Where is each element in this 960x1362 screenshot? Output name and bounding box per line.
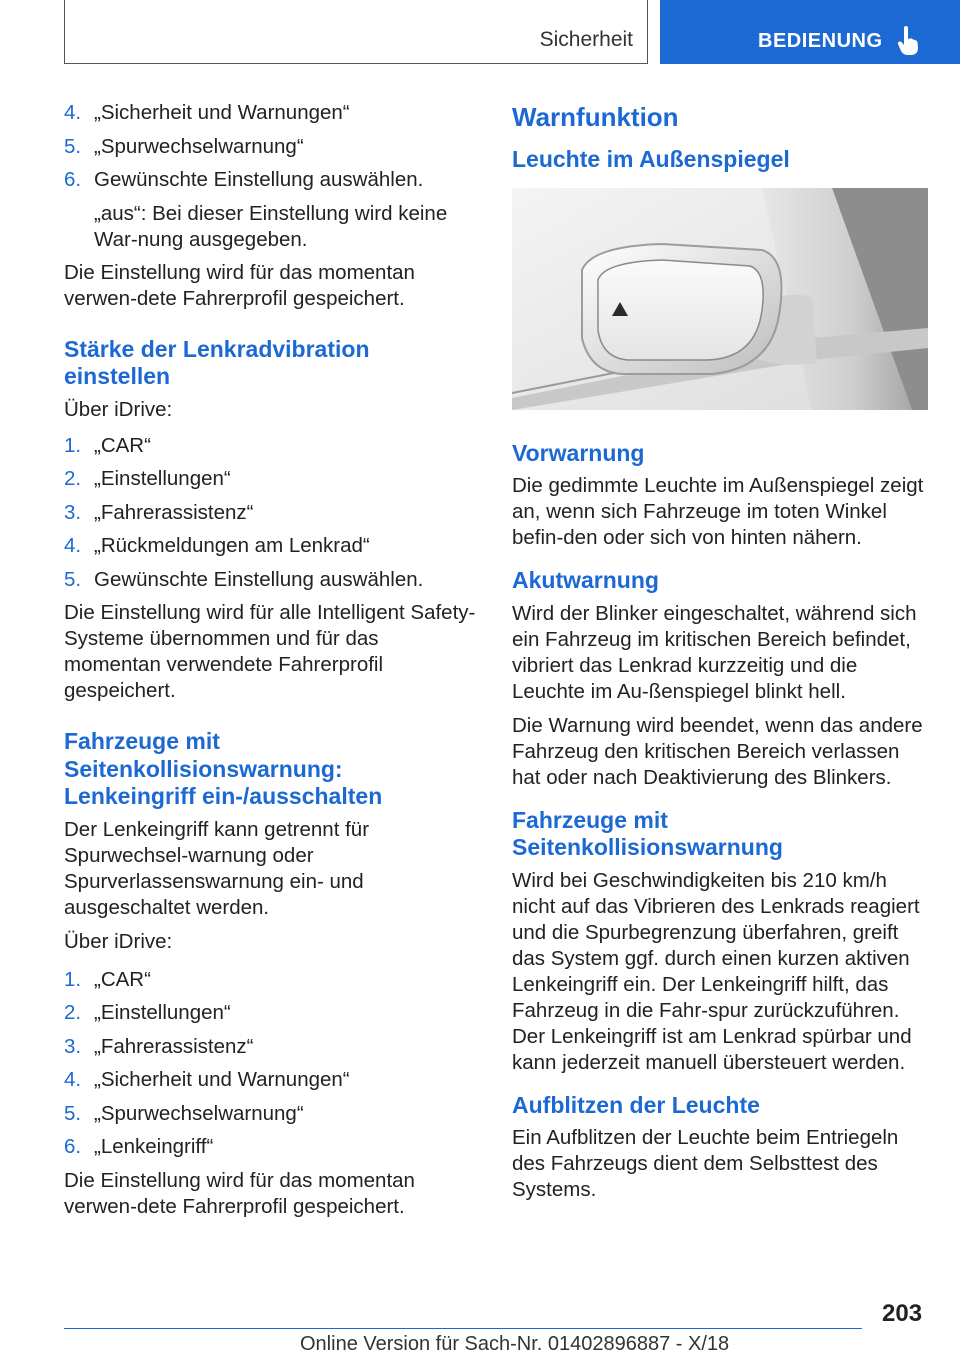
list-item (64, 967, 476, 993)
heading-steering-intervention: Fahrzeuge mit Seitenkollisionswarnung: Lenkeingriff ein-/ausschalten (64, 728, 383, 809)
step-text: Gewünschte Einstellung auswählen. (94, 168, 424, 191)
step-number: 5. (64, 567, 82, 591)
list-item (64, 167, 476, 193)
step-number: 4. (64, 1068, 82, 1091)
step-number: 5. (64, 1101, 82, 1125)
step-text: „Fahrerassistenz“ (94, 500, 254, 524)
step-text: „Spurwechselwarnung“ (94, 1101, 304, 1125)
list-item (64, 433, 476, 459)
step-number: 5. (64, 134, 82, 158)
right-column (512, 100, 928, 1211)
step-text: Gewünschte Einstellung auswählen. (94, 567, 424, 591)
paragraph: Die gedimmte Leuchte im Außenspiegel zeigt an, wenn sich Fahrzeuge im toten Winkel befin‐den oder sich von hinten nähern. (512, 474, 924, 549)
via-idrive-label: Über iDrive: (64, 397, 173, 421)
step-text: „Fahrerassistenz“ (94, 1034, 254, 1058)
step-number: 3. (64, 500, 82, 524)
header-section-box (64, 0, 648, 64)
list-item (64, 1000, 476, 1026)
page-number: 203 (882, 1300, 923, 1327)
step-note: „aus“: Bei dieser Einstellung wird keine War‐nung ausgegeben. (94, 201, 448, 251)
step-text: „Spurwechselwarnung“ (94, 134, 304, 158)
step-number: 1. (64, 967, 82, 991)
paragraph: Ein Aufblitzen der Leuchte beim Entriegeln des Fahrzeugs dient dem Selbsttest des Systems. (512, 1126, 899, 1201)
list-item (64, 466, 476, 492)
footer-divider (64, 1328, 862, 1329)
step-number: 1. (64, 433, 82, 457)
pointing-hand-icon (897, 26, 919, 56)
paragraph: Die Warnung wird beendet, wenn das andere Fahrzeug den kritischen Bereich verlassen hat oder nach Deaktivierung des Blinkers. (512, 713, 923, 789)
section-title: Sicherheit (539, 28, 633, 51)
list-item (64, 1034, 476, 1060)
step-number: 6. (64, 168, 82, 191)
list-item (64, 500, 476, 526)
step-text: „Einstellungen“ (94, 1001, 231, 1024)
step-number: 6. (64, 1135, 82, 1158)
paragraph: Wird der Blinker eingeschaltet, während sich ein Fahrzeug im kritischen Bereich befindet, vibriert das Lenkrad kurzzeitig und die Leuchte im Au‐ßenspiegel blinkt hell. (512, 601, 917, 703)
step-text: „Rückmeldungen am Lenkrad“ (94, 534, 370, 557)
heading-akutwarnung: Akutwarnung (512, 567, 659, 593)
heading-vibration: Stärke der Lenkradvibration einstellen (64, 335, 370, 389)
step-number: 2. (64, 1001, 82, 1024)
paragraph: Die Einstellung wird für alle Intelligent Safety-Systeme übernommen und für das momentan verwendete Fahrerprofil gespeichert. (64, 601, 476, 702)
heading-mirror-light: Leuchte im Außenspiegel (512, 146, 790, 172)
side-mirror-illustration (512, 188, 928, 410)
list-item (64, 1134, 476, 1160)
step-number: 3. (64, 1034, 82, 1058)
list-item (64, 134, 476, 160)
heading-warnfunktion: Warnfunktion (512, 102, 679, 132)
step-number: 4. (64, 101, 82, 124)
list-item (64, 100, 476, 126)
heading-vorwarnung: Vorwarnung (512, 439, 645, 466)
paragraph: Die Einstellung wird für das momentan verwen‐dete Fahrerprofil gespeichert. (64, 1168, 415, 1218)
step-text: „Sicherheit und Warnungen“ (94, 1068, 350, 1091)
list-item (64, 1101, 476, 1127)
paragraph: Wird bei Geschwindigkeiten bis 210 km/h nicht auf das Vibrieren des Lenkrads reagiert und die Spurbegrenzung überfahren, greift das System ggf. durch einen kurzen aktiven Lenkeingriff ein. Der Lenkeingriff hilft, das Fahrzeug in die Fahr‐spur zurückzuführen. Der Lenkeingriff ist am Lenkrad spürbar und kann jederzeit manuell übersteuert werden. (512, 868, 920, 1074)
list-item (64, 1067, 476, 1093)
paragraph: Die Einstellung wird für das momentan verwen‐dete Fahrerprofil gespeichert. (64, 260, 415, 310)
via-idrive-label: Über iDrive: (64, 929, 173, 953)
step-number: 4. (64, 534, 82, 557)
step-number: 2. (64, 467, 82, 490)
step-text: „CAR“ (94, 433, 151, 457)
list-item (64, 567, 476, 593)
paragraph: Der Lenkeingriff kann getrennt für Spurwechsel‐warnung oder Spurverlassenswarnung ein- und ausgeschaltet werden. (64, 817, 370, 919)
left-column (64, 100, 476, 1228)
online-version-note: Online Version für Sach-Nr. 01402896887 - X/18 (300, 1333, 730, 1355)
header-tab-bedienung[interactable] (660, 0, 960, 64)
active-tab-label: BEDIENUNG (758, 30, 883, 52)
step-text: „Einstellungen“ (94, 467, 231, 490)
step-text: „CAR“ (94, 967, 151, 991)
step-text: „Lenkeingriff“ (94, 1135, 214, 1158)
step-text: „Sicherheit und Warnungen“ (94, 101, 350, 124)
heading-flash: Aufblitzen der Leuchte (512, 1091, 760, 1118)
heading-side-collision: Fahrzeuge mit Seitenkollisionswarnung (512, 806, 783, 860)
list-item (64, 533, 476, 559)
